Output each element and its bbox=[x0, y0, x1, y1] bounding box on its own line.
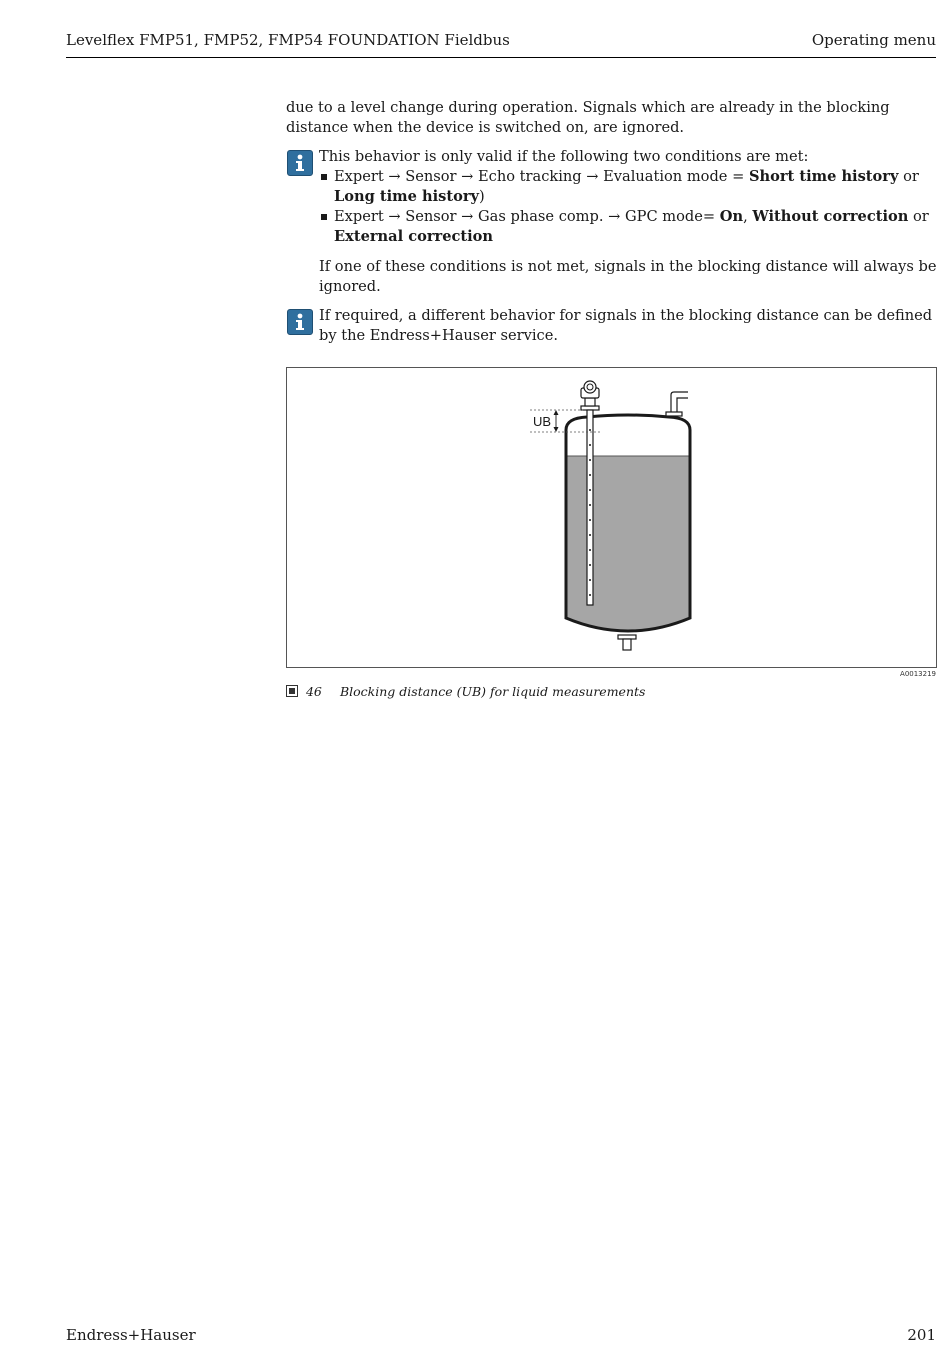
note-conditions bbox=[319, 147, 937, 247]
figure-caption bbox=[286, 684, 645, 699]
header-section: Operating menu bbox=[811, 31, 936, 49]
device-flange bbox=[581, 406, 599, 410]
option-name: External correction bbox=[334, 228, 494, 245]
header-title: Levelflex FMP51, FMP52, FMP54 FOUNDATION Fieldbus bbox=[66, 31, 510, 49]
intro-paragraph: due to a level change during operation. Signals which are already in the blocking distance when the device is switched on, are ignored. bbox=[286, 99, 890, 136]
menu-path: Expert → Sensor → Echo tracking → Evaluation mode = bbox=[334, 168, 749, 185]
ub-label: UB bbox=[533, 414, 552, 429]
separator: , bbox=[743, 208, 753, 225]
note-follow-paragraph: If one of these conditions is not met, signals in the blocking distance will always be ignored. bbox=[319, 258, 937, 295]
footer-brand: Endress+Hauser bbox=[66, 1326, 196, 1344]
list-item bbox=[319, 207, 937, 247]
bullet-marker bbox=[321, 214, 327, 220]
probe-rod bbox=[587, 410, 593, 605]
tank-diagram bbox=[287, 368, 936, 667]
option-name: Short time history bbox=[748, 168, 899, 185]
conjunction: or bbox=[908, 208, 929, 225]
header-divider bbox=[66, 57, 936, 58]
info-icon bbox=[287, 150, 313, 176]
figure-id: A0013219 bbox=[900, 670, 936, 678]
note-service: If required, a different behavior for signals in the blocking distance can be defined by the Endress+Hauser service. bbox=[319, 307, 933, 344]
option-name: On bbox=[719, 208, 744, 225]
figure-caption-text: Blocking distance (UB) for liquid measurements bbox=[339, 684, 646, 699]
figure-frame bbox=[286, 367, 937, 668]
figure-number: 46 bbox=[305, 684, 322, 699]
option-name: Without correction bbox=[752, 208, 909, 225]
conjunction: or bbox=[898, 168, 919, 185]
figure-icon bbox=[286, 685, 298, 697]
bullet-marker bbox=[321, 174, 327, 180]
list-item bbox=[319, 167, 937, 207]
side-pipe bbox=[671, 392, 688, 412]
page-number: 201 bbox=[907, 1326, 936, 1344]
info-icon bbox=[287, 309, 313, 335]
option-name: Long time history bbox=[334, 188, 479, 205]
side-flange bbox=[666, 412, 682, 416]
device-neck bbox=[585, 398, 595, 406]
device-display bbox=[584, 381, 596, 393]
note-lead: This behavior is only valid if the following two conditions are met: bbox=[319, 148, 809, 165]
bottom-nozzle bbox=[623, 639, 631, 650]
menu-path: Expert → Sensor → Gas phase comp. → GPC mode= bbox=[334, 208, 720, 225]
closing-paren: ) bbox=[479, 188, 485, 205]
liquid-fill bbox=[566, 456, 690, 631]
